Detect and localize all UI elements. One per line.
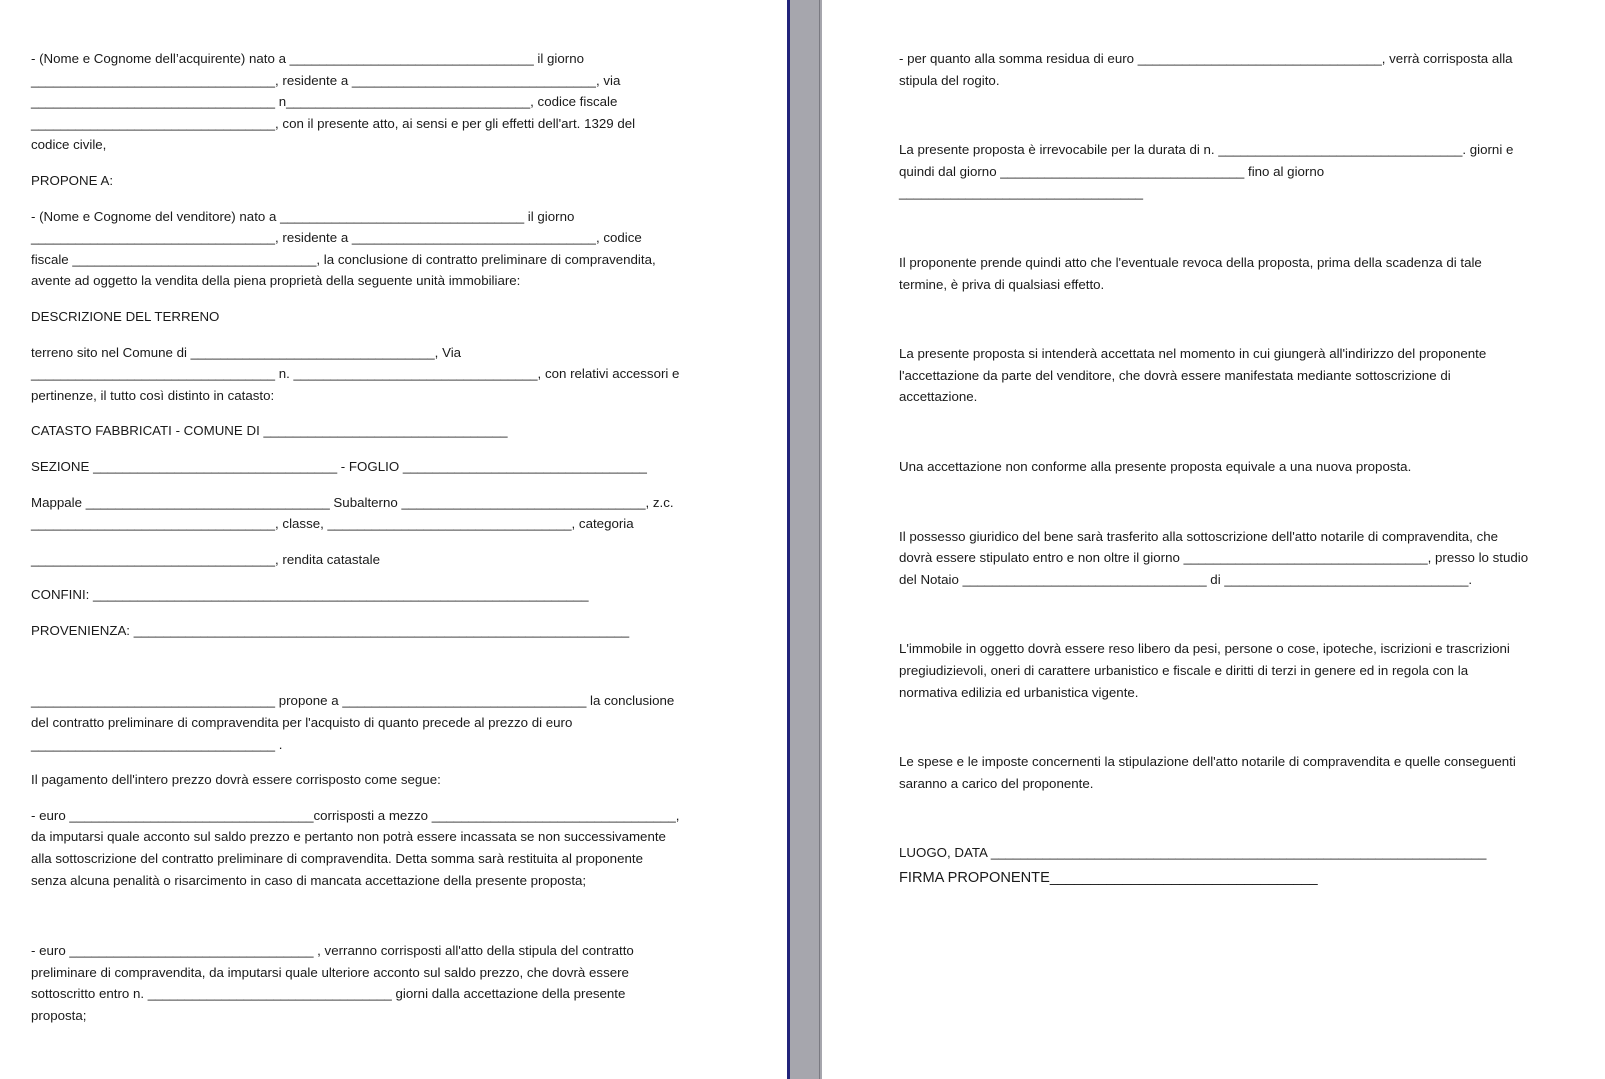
text-line: l'accettazione da parte del venditore, che dovrà essere manifestata mediante sottoscrizione di bbox=[899, 367, 1451, 383]
text-line: sottoscritto entro n. _________________________________ giorni dalla accettazione della presente bbox=[31, 986, 626, 1002]
text-line: _________________________________, classe, _________________________________, categoria bbox=[31, 516, 634, 532]
text-line: Il possesso giuridico del bene sarà trasferito alla sottoscrizione dell'atto notarile di compravendita, che bbox=[899, 528, 1499, 544]
paragraph-euro-1 bbox=[31, 805, 679, 891]
text-line: proposta; bbox=[31, 1008, 87, 1023]
text-line: - (Nome e Cognome dell’acquirente) nato a _________________________________ il giorno bbox=[31, 51, 584, 66]
paragraph-firma bbox=[899, 868, 1528, 890]
paragraph-luogo-data bbox=[899, 842, 1528, 864]
text-line: L'immobile in oggetto dovrà essere reso libero da pesi, persone o cose, ipoteche, iscrizioni e trascrizioni bbox=[899, 641, 1510, 657]
paragraph-rendita bbox=[31, 549, 679, 571]
paragraph-propone bbox=[31, 170, 679, 192]
text-line: termine, è priva di qualsiasi effetto. bbox=[899, 276, 1105, 292]
text-line: del contratto preliminare di compravendita per l'acquisto di quanto precede al prezzo di euro bbox=[31, 715, 573, 731]
paragraph-confini bbox=[31, 584, 679, 606]
text-line: SEZIONE _________________________________ - FOGLIO _________________________________ bbox=[31, 458, 647, 474]
text-line: LUOGO, DATA ___________________________________________________________________ bbox=[899, 845, 1487, 861]
text-line: pertinenze, il tutto così distinto in catasto: bbox=[31, 387, 275, 403]
text-line: La presente proposta è irrevocabile per la durata di n. _________________________________. giorni e bbox=[899, 142, 1514, 158]
text-line: accettazione. bbox=[899, 389, 978, 405]
text-line: da imputarsi quale acconto sul saldo prezzo e pertanto non potrà essere incassata se non successivamente bbox=[31, 829, 666, 845]
text-line: PROVENIENZA: ___________________________________________________________________ bbox=[31, 622, 630, 638]
text-line: Il pagamento dell'intero prezzo dovrà essere corrisposto come segue: bbox=[31, 772, 441, 788]
text-line: DESCRIZIONE DEL TERRENO bbox=[31, 308, 220, 324]
text-line: normativa edilizia ed urbanistica vigente. bbox=[899, 684, 1139, 700]
paragraph-mappale bbox=[31, 492, 679, 535]
text-line: Il proponente prende quindi atto che l'eventuale revoca della proposta, prima della scadenza di tale bbox=[899, 254, 1482, 270]
text-line: FIRMA PROPONENTE_________________________________ bbox=[899, 869, 1318, 886]
paragraph-pagamento bbox=[31, 769, 679, 791]
text-line: stipula del rogito. bbox=[899, 72, 1000, 88]
text-line: _________________________________ bbox=[899, 185, 1144, 201]
paragraph-non-conforme bbox=[899, 456, 1528, 478]
text-line: _________________________________, residente a _________________________________, codice bbox=[31, 230, 642, 246]
paragraph-descrizione bbox=[31, 306, 679, 328]
text-line: preliminare di compravendita, da imputarsi quale ulteriore acconto sul saldo prezzo, che dovrà essere bbox=[31, 964, 629, 980]
text-line: alla sottoscrizione del contratto preliminare di compravendita. Detta somma sarà restituita al proponente bbox=[31, 851, 643, 867]
text-line: Mappale _________________________________ Subalterno _________________________________, z.c. bbox=[31, 494, 674, 510]
paragraph-spese bbox=[899, 751, 1528, 794]
text-line: codice civile, bbox=[31, 137, 107, 153]
text-line: saranno a carico del proponente. bbox=[899, 775, 1094, 791]
paragraph-irrevocabile bbox=[899, 139, 1528, 204]
paragraph-accettata bbox=[899, 343, 1528, 408]
paragraph-provenienza bbox=[31, 620, 679, 642]
page-left-text bbox=[31, 48, 679, 1027]
text-line: CONFINI: ___________________________________________________________________ bbox=[31, 587, 589, 603]
text-line: dovrà essere stipulato entro e non oltre il giorno _________________________________, presso lo studio bbox=[899, 550, 1529, 566]
text-line: _________________________________ . bbox=[31, 736, 283, 752]
paragraph-terreno bbox=[31, 342, 679, 407]
text-line: _________________________________ n_________________________________, codice fiscale bbox=[31, 94, 618, 110]
text-line: avente ad oggetto la vendita della piena proprietà della seguente unità immobiliare: bbox=[31, 273, 521, 289]
text-line: _________________________________, residente a _________________________________, via bbox=[31, 72, 621, 88]
paragraph-venditore bbox=[31, 206, 679, 292]
paragraph-possesso bbox=[899, 526, 1528, 591]
text-line: quindi dal giorno _________________________________ fino al giorno bbox=[899, 163, 1325, 179]
paragraph-immobile bbox=[899, 638, 1528, 703]
paragraph-euro-2 bbox=[31, 940, 679, 1026]
text-line: del Notaio _________________________________ di _________________________________. bbox=[899, 571, 1473, 587]
text-line: PROPONE A: bbox=[31, 172, 114, 188]
text-line: _________________________________, rendita catastale bbox=[31, 551, 380, 567]
text-line: Le spese e le imposte concernenti la stipulazione dell'atto notarile di compravendita e quelle conseguenti bbox=[899, 754, 1516, 770]
text-line: terreno sito nel Comune di _________________________________, Via bbox=[31, 344, 462, 360]
document-page-left bbox=[0, 0, 787, 1079]
text-line: fiscale _________________________________, la conclusione di contratto preliminare di compravendita, bbox=[31, 251, 656, 267]
text-line: pregiudizievoli, oneri di carattere urbanistico e fiscale e diritti di terzi in genere ed in regola con la bbox=[899, 662, 1469, 678]
paragraph-propone-a bbox=[31, 690, 679, 755]
paragraph-revoca bbox=[899, 252, 1528, 295]
document-page-right bbox=[822, 0, 1605, 1079]
paragraph-catasto bbox=[31, 420, 679, 442]
text-line: - euro _________________________________corrisposti a mezzo _________________________________, bbox=[31, 807, 680, 823]
text-line: CATASTO FABBRICATI - COMUNE DI _________________________________ bbox=[31, 423, 508, 439]
paragraph-somma-residua bbox=[899, 48, 1528, 91]
text-line: _________________________________ propone a _________________________________ la conclusione bbox=[31, 693, 675, 709]
text-line: _________________________________ n. _________________________________, con relativi accessori e bbox=[31, 366, 680, 382]
paragraph-acquirente bbox=[31, 48, 679, 156]
text-line: Una accettazione non conforme alla presente proposta equivale a una nuova proposta. bbox=[899, 458, 1412, 474]
text-line: _________________________________, con il presente atto, ai sensi e per gli effetti dell'art. 1329 del bbox=[31, 115, 636, 131]
paragraph-sezione bbox=[31, 456, 679, 478]
page-divider-edge-right bbox=[819, 0, 820, 1079]
text-line: senza alcuna penalità o risarcimento in caso di mancata accettazione della presente proposta; bbox=[31, 872, 587, 888]
text-line: - euro _________________________________ , verranno corrisposti all'atto della stipula del contratto bbox=[31, 943, 634, 959]
page-right-text bbox=[899, 48, 1528, 889]
text-line: - (Nome e Cognome del venditore) nato a _________________________________ il giorno bbox=[31, 208, 575, 224]
page-divider bbox=[787, 0, 822, 1079]
text-line: - per quanto alla somma residua di euro _________________________________, verrà corrisposta alla bbox=[899, 51, 1513, 66]
text-line: La presente proposta si intenderà accettata nel momento in cui giungerà all'indirizzo del proponente bbox=[899, 346, 1487, 362]
page-divider-edge-left bbox=[787, 0, 790, 1079]
